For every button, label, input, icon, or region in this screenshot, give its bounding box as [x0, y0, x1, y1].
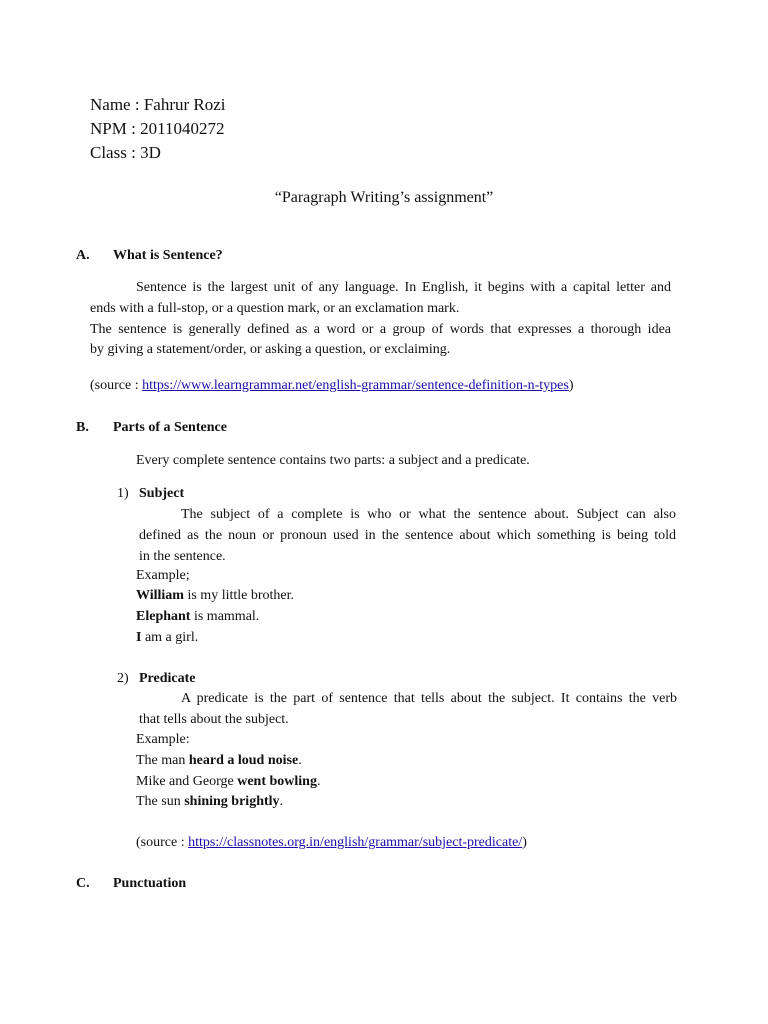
name-value: Fahrur Rozi: [143, 95, 226, 114]
class-label: Class :: [90, 143, 141, 162]
predicate-example: [136, 792, 283, 812]
source-suffix: ): [522, 835, 527, 850]
example-bold: went bowling: [237, 774, 317, 789]
name-line: [90, 93, 226, 117]
example-bold: Elephant: [136, 609, 191, 624]
paragraph-line: The subject of a complete is who or what the sentence about. Subject can also: [181, 507, 676, 522]
predicate-heading: Predicate: [139, 671, 196, 686]
predicate-source: [136, 833, 527, 853]
example-bold: heard a loud noise: [188, 753, 299, 768]
example-post: .: [279, 794, 284, 809]
predicate-example: [136, 751, 302, 771]
subject-example: [136, 586, 294, 606]
section-b-intro: Every complete sentence contains two parts: a subject and a predicate.: [136, 453, 530, 468]
example-post: .: [298, 753, 302, 768]
section-a-marker: A.: [76, 248, 90, 263]
paragraph-line: Sentence is the largest unit of any language. In English, it begins with a capital letter and: [136, 280, 671, 295]
example-pre: The sun: [136, 794, 185, 809]
subject-number: 1): [117, 486, 129, 501]
predicate-number: 2): [117, 671, 129, 686]
paragraph-line: that tells about the subject.: [139, 711, 289, 727]
paragraph-line: ends with a full-stop, or a question mark, or an exclamation mark.: [90, 300, 460, 316]
example-bold: shining brightly: [184, 794, 280, 809]
source-link[interactable]: https://classnotes.org.in/english/grammar/subject-predicate/: [188, 835, 523, 850]
example-rest: is mammal.: [190, 609, 260, 624]
section-c-heading: Punctuation: [113, 876, 187, 891]
source-suffix: ): [568, 378, 574, 393]
paragraph-line: The sentence is generally defined as a word or a group of words that expresses a thorough idea: [90, 321, 671, 337]
paragraph-line: by giving a statement/order, or asking a question, or exclaiming.: [90, 342, 451, 358]
source-prefix: (source :: [136, 835, 189, 850]
section-a-heading: What is Sentence?: [113, 248, 223, 263]
paragraph-line: in the sentence.: [139, 548, 226, 564]
example-rest: is my little brother.: [183, 588, 295, 603]
subject-paragraph: [139, 505, 676, 567]
predicate-example: [136, 772, 320, 792]
subject-example: [136, 628, 198, 648]
subject-example: [136, 607, 259, 627]
section-c-marker: C.: [76, 876, 90, 891]
document-title: “Paragraph Writing’s assignment”: [274, 189, 494, 206]
predicate-paragraph: [139, 689, 677, 731]
name-label: Name :: [90, 95, 144, 114]
example-bold: William: [136, 588, 184, 603]
paragraph-line: A predicate is the part of sentence that tells about the subject. It contains the verb: [181, 691, 677, 706]
example-pre: The man: [136, 753, 189, 768]
subject-example-label: Example;: [136, 568, 190, 583]
example-pre: Mike and George: [136, 774, 238, 789]
npm-line: [90, 117, 224, 141]
class-value: 3D: [140, 143, 161, 162]
example-rest: am a girl.: [141, 630, 199, 645]
source-link[interactable]: https://www.learngrammar.net/english-grammar/sentence-definition-n-types: [142, 378, 569, 393]
source-prefix: (source :: [90, 378, 143, 393]
section-b-marker: B.: [76, 420, 89, 435]
paragraph-line: defined as the noun or pronoun used in the sentence about which something is being told: [139, 527, 676, 543]
section-b-heading: Parts of a Sentence: [113, 420, 227, 435]
class-line: [90, 141, 161, 165]
section-a-paragraph: [90, 278, 671, 361]
example-bold: I: [136, 630, 142, 645]
section-a-source: [90, 376, 574, 396]
subject-heading: Subject: [139, 486, 185, 501]
predicate-example-label: Example:: [136, 732, 190, 747]
npm-value: 2011040272: [140, 119, 225, 138]
example-post: .: [316, 774, 321, 789]
npm-label: NPM :: [90, 119, 141, 138]
